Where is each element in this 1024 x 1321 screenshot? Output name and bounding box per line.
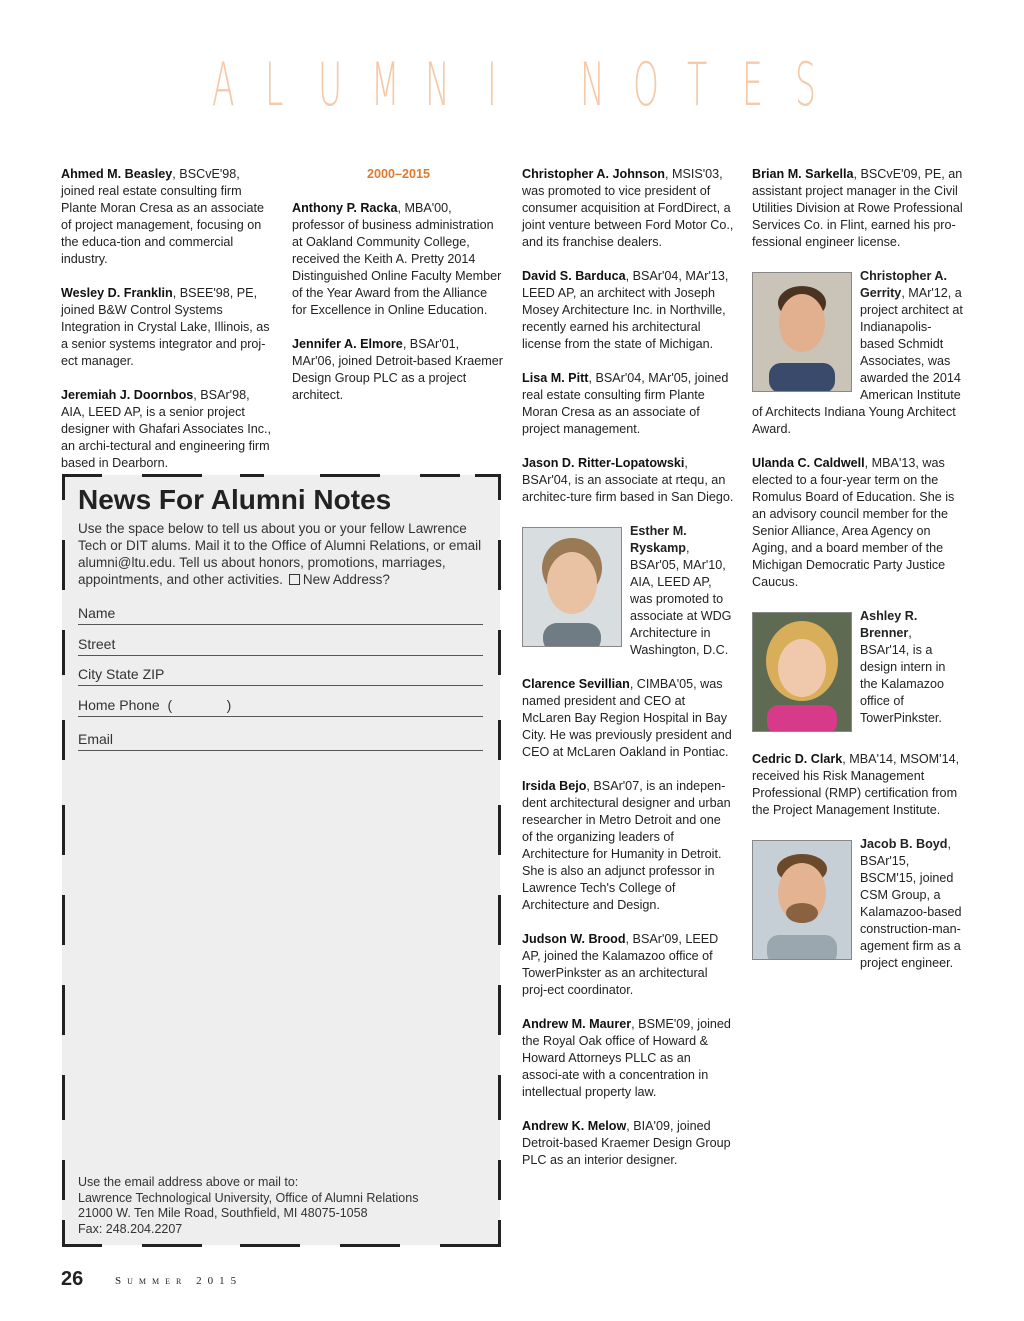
title-letter: I [487, 50, 497, 120]
city-state-zip-field[interactable]: City State ZIP [78, 663, 483, 686]
decade-heading: 2000–2015 [366, 167, 431, 181]
frame-segment [240, 1244, 300, 1247]
alumni-note-with-photo: Jacob B. Boyd, BSAr'15, BSCM'15, joined CSM Group, a Kalamazoo-based construction-man-agement firm as a project engineer. [752, 836, 964, 972]
title-letter: S [795, 50, 816, 120]
notes-column-3 [522, 166, 734, 1186]
title-letter: M [371, 50, 400, 120]
frame-segment [320, 474, 380, 477]
home-phone-field[interactable]: Home Phone ( ) [78, 694, 483, 717]
notes-column-4 [752, 166, 964, 989]
frame-segment [498, 1075, 501, 1120]
alumni-note: Judson W. Brood, BSAr'09, LEED AP, joined the Kalamazoo office of TowerPinkster as an architectural proj-ect coordinator. [522, 932, 719, 997]
frame-segment [340, 1244, 400, 1247]
alumni-note: Andrew M. Maurer, BSME'09, joined the Royal Oak office of Howard & Howard Attorneys PLLC as an associ-ate with a concentration in intellectual property law. [522, 1017, 731, 1099]
notes-column-1 [61, 166, 274, 489]
frame-segment [142, 1244, 202, 1247]
frame-segment [62, 720, 65, 760]
frame-segment [142, 474, 202, 477]
alumni-note-with-photo: Ashley R. Brenner, BSAr'14, is a design intern in the Kalamazoo office of TowerPinkster. [752, 608, 964, 734]
notes-column-2 [292, 166, 505, 421]
frame-segment [240, 474, 264, 477]
title-letter: A [212, 50, 235, 120]
alumni-note: Cedric D. Clark, MBA'14, MSOM'14, received his Risk Management Professional (RMP) certification from the Project Management Institute. [752, 752, 960, 817]
frame-segment [62, 1220, 65, 1247]
frame-segment [498, 805, 501, 855]
form-intro: Use the space below to tell us about you or your fellow Lawrence Tech or DIT alums. Mail it to the Office of Alumni Relations, or email alumni@ltu.edu. Tell us about honors, promotions, marriages, appointments, and other activities. New Address? [78, 521, 482, 587]
mailing-line: Use the email address above or mail to: [78, 1175, 299, 1189]
title-letter: L [265, 50, 284, 120]
name-field[interactable]: Name [78, 602, 483, 625]
frame-segment [62, 805, 65, 855]
title-letter: U [318, 50, 343, 120]
frame-segment [498, 540, 501, 590]
frame-segment [498, 474, 501, 500]
new-address-checkbox[interactable] [289, 574, 300, 585]
frame-segment [498, 895, 501, 945]
alumni-note-with-photo: Christopher A. Gerrity, MAr'12, a project architect at Indianapolis-based Schmidt Associates, was awarded the 2014 American Institute of Architects Indiana Young Architect Award. [752, 269, 963, 436]
frame-segment [498, 720, 501, 760]
alumni-note: Lisa M. Pitt, BSAr'04, MAr'05, joined real estate consulting firm Plante Moran Cresa as an associate of project management. [522, 371, 729, 436]
mailing-line: 21000 W. Ten Mile Road, Southfield, MI 48075-1058 [78, 1206, 368, 1220]
frame-segment [62, 985, 65, 1035]
title-letter: O [633, 50, 659, 120]
frame-segment [498, 1220, 501, 1247]
frame-segment [498, 630, 501, 675]
alumni-note-with-photo: Esther M. Ryskamp, BSAr'05, MAr'10, AIA, LEED AP, was promoted to associate at WDG Architecture in Washington, D.C. [522, 523, 734, 659]
alumni-note: Ulanda C. Caldwell, MBA'13, was elected to a four-year term on the Romulus Board of Education. She is an advisory council member for the Senior Alliance, Area Agency on Aging, and a board member of the Michigan Democratic Party Justice Caucus. [752, 456, 955, 589]
frame-segment [62, 474, 65, 500]
alumni-note: Clarence Sevillian, CIMBA'05, was named president and CEO at McLaren Bay Region Hospital in Bay City. He was previously president and CEO at McLaren Oakland in Pontiac. [522, 677, 732, 759]
alumni-note: Andrew K. Melow, BIA'09, joined Detroit-based Kraemer Design Group PLC as an interior designer. [522, 1119, 731, 1167]
alumni-notes-form [62, 475, 500, 1245]
alumni-note: Wesley D. Franklin, BSEE'98, PE, joined B&W Control Systems Integration in Crystal Lake, Illinois, as a senior systems integrator and proj-ect manager. [61, 286, 270, 368]
frame-segment [62, 1160, 65, 1200]
mailing-info [78, 1175, 488, 1237]
alumni-note: Anthony P. Racka, MBA'00, professor of business administration at Oakland Community College, received the Keith A. Pretty 2014 Distinguished Online Faculty Member of the Year Award from the Alliance for Excellence in Online Education. [292, 201, 502, 317]
alumni-note: Jason D. Ritter-Lopatowski, BSAr'04, is an associate at rtequ, an architec-ture firm based in San Diego. [522, 456, 734, 504]
frame-segment [62, 474, 102, 477]
frame-segment [62, 630, 65, 675]
page-title [0, 50, 1024, 130]
alumni-photo [752, 840, 852, 960]
frame-segment [498, 1160, 501, 1200]
form-title: News For Alumni Notes [78, 484, 392, 515]
alumni-note: Christopher A. Johnson, MSIS'03, was promoted to vice president of consumer acquisition at FordDirect, a joint venture between Ford Motor Co., and its franchise dealers. [522, 167, 734, 249]
alumni-photo [752, 612, 852, 732]
title-letter: E [742, 50, 763, 120]
frame-segment [62, 895, 65, 945]
alumni-photo [752, 272, 852, 392]
alumni-note: David S. Barduca, BSAr'04, MAr'13, LEED AP, an architect with Joseph Mosey Architecture Inc. in Northville, recently earned his architectural license from the state of Michigan. [522, 269, 729, 351]
frame-segment [62, 1075, 65, 1120]
issue-label: Summer 2015 [115, 1275, 243, 1287]
new-address-label: New Address? [302, 572, 390, 587]
alumni-note: Irsida Bejo, BSAr'07, is an indepen-dent architectural designer and urban researcher in Metro Detroit and one of the organizing leaders of Architecture for Humanity in Detroit. She is also an adjunct professor in Lawrence Tech's College of Architecture and Design. [522, 779, 731, 912]
title-letter: N [580, 50, 605, 120]
street-field[interactable]: Street [78, 633, 483, 656]
title-letter: N [425, 50, 450, 120]
page-number: 26 [61, 1268, 84, 1290]
alumni-photo [522, 527, 622, 647]
alumni-note: Brian M. Sarkella, BSCvE'09, PE, an assistant project manager in the Civil Utilities Division at Rowe Professional Services Co. in Flint, earned his pro-fessional engineer license. [752, 167, 963, 249]
frame-segment [440, 1244, 501, 1247]
frame-segment [62, 1244, 102, 1247]
mailing-line: Fax: 248.204.2207 [78, 1221, 183, 1236]
email-field[interactable]: Email [78, 728, 483, 751]
frame-segment [498, 985, 501, 1035]
alumni-note: Ahmed M. Beasley, BSCvE'98, joined real estate consulting firm Plante Moran Cresa as an associate of project management, focusing on the educa-tion and commercial industry. [61, 167, 265, 266]
mailing-line: Lawrence Technological University, Office of Alumni Relations [78, 1190, 419, 1205]
frame-segment [420, 474, 460, 477]
alumni-note: Jennifer A. Elmore, BSAr'01, MAr'06, joined Detroit-based Kraemer Design Group PLC as a project architect. [292, 337, 503, 402]
frame-segment [62, 540, 65, 590]
alumni-note: Jeremiah J. Doornbos, BSAr'98, AIA, LEED AP, is a senior project designer with Ghafari Associates Inc., an archi-tectural and engineering firm based in Dearborn. [61, 388, 271, 470]
title-letter: T [687, 50, 708, 120]
